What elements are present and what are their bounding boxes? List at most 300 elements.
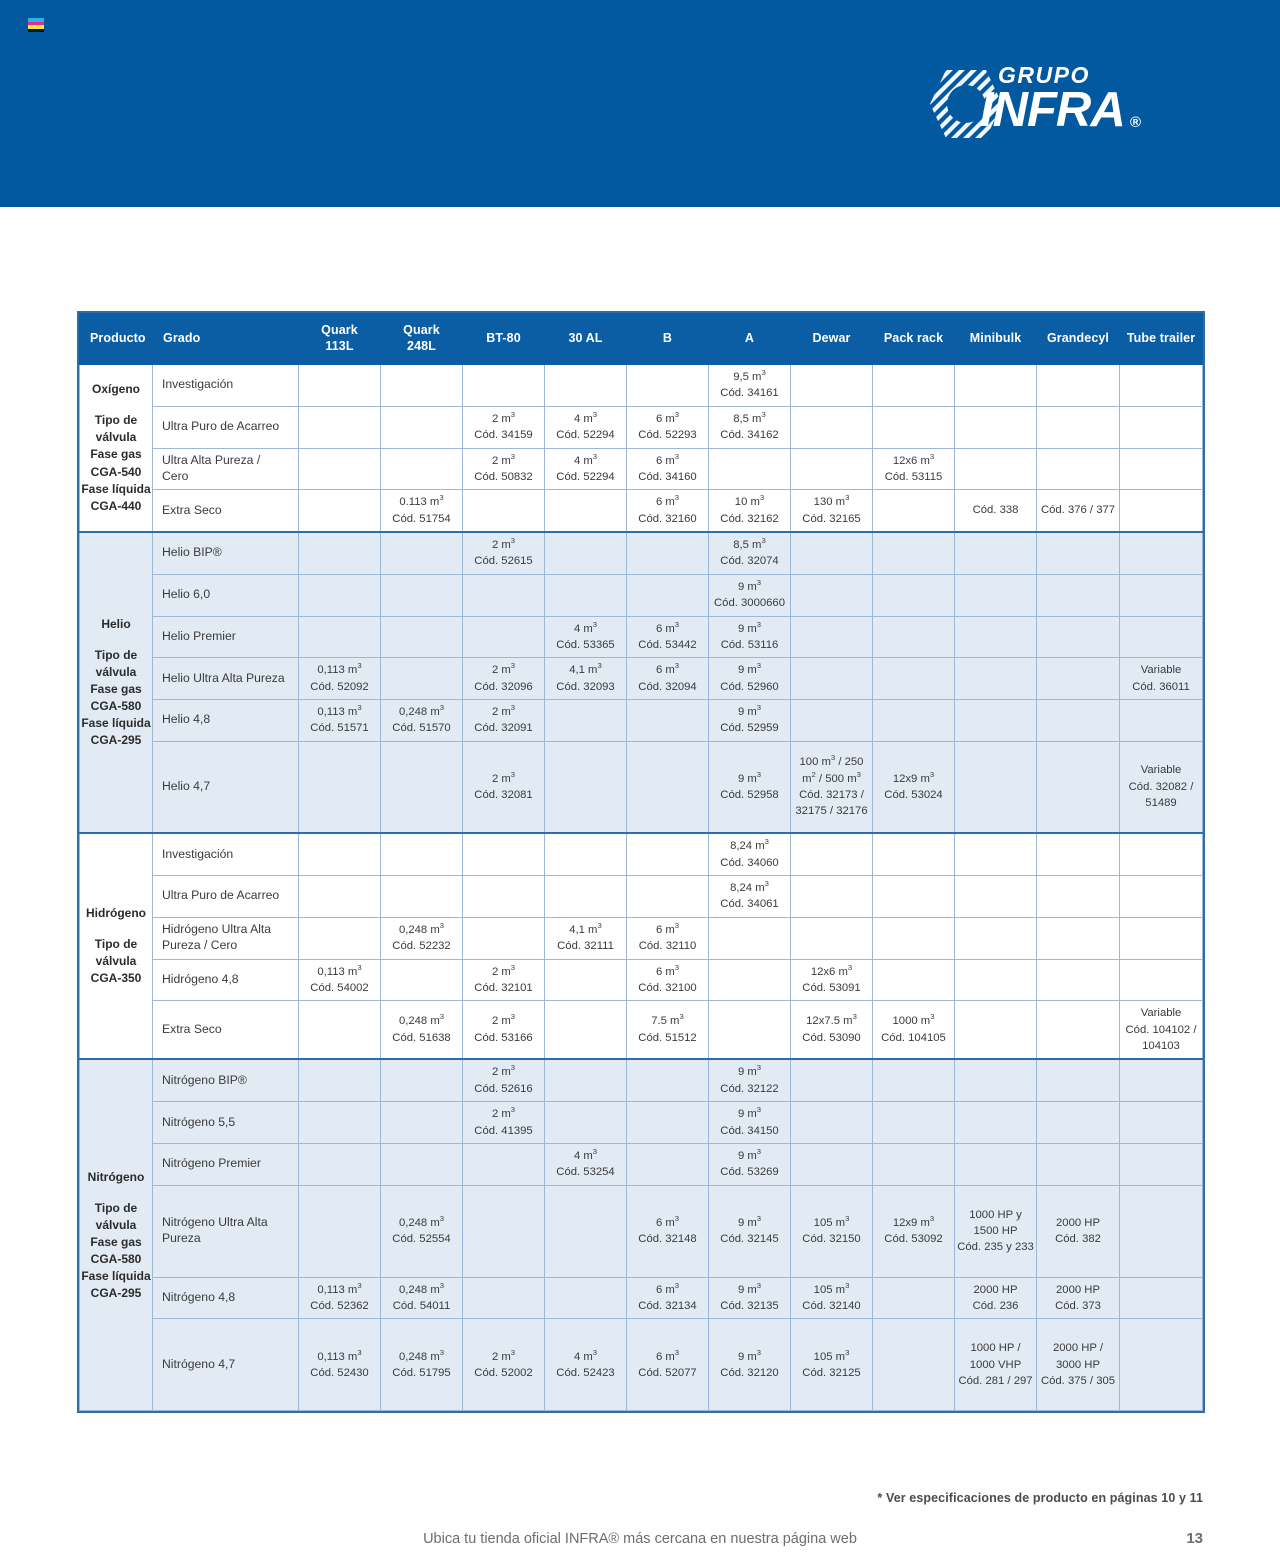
cell-code: Cód. 52423 — [556, 1366, 615, 1379]
cell-quantity: 1000 HP / 1000 VHP — [969, 1342, 1022, 1371]
data-cell — [1037, 406, 1120, 448]
cell-code: Cód. 32148 — [638, 1233, 697, 1246]
data-cell — [1037, 1277, 1120, 1319]
cell-quantity: 6 $m^3$ — [655, 1347, 680, 1363]
cell-code: Cód. 52615 — [474, 555, 533, 568]
cell-quantity: 4 $m^3$ — [573, 451, 598, 467]
data-cell — [627, 917, 709, 959]
cell-quantity: 12x6 $m^3$ — [810, 962, 853, 978]
data-cell — [955, 1277, 1037, 1319]
data-cell — [873, 1185, 955, 1277]
data-cell — [709, 700, 791, 742]
cell-code: Cód. 32101 — [474, 981, 533, 994]
product-group-name: Helio — [101, 617, 131, 632]
data-cell — [463, 448, 545, 490]
grade-label: Ultra Puro de Acarreo — [153, 876, 299, 918]
data-cell — [545, 448, 627, 490]
data-cell — [545, 917, 627, 959]
cell-code: Cód. 235 y 233 — [957, 1241, 1034, 1254]
cell-code: Cód. 32081 — [474, 789, 533, 801]
cell-code: Cód. 52958 — [720, 789, 779, 801]
data-cell — [873, 1001, 955, 1060]
cell-code: Cód. 50832 — [474, 470, 533, 483]
table-row — [80, 532, 1203, 574]
data-cell — [299, 1277, 381, 1319]
table-row — [80, 1277, 1203, 1319]
cell-quantity: 9 $m^3$ — [737, 1347, 762, 1363]
data-cell — [381, 959, 463, 1001]
data-cell — [1037, 876, 1120, 918]
grade-label: Helio 4,7 — [153, 741, 299, 833]
cell-quantity: 2 $m^3$ — [491, 536, 516, 551]
data-cell — [381, 1059, 463, 1101]
cell-quantity: 9 $m^3$ — [737, 1213, 762, 1229]
data-cell — [873, 658, 955, 700]
data-cell — [873, 1319, 955, 1411]
data-cell — [463, 833, 545, 875]
cell-code: Cód. 32162 — [720, 512, 779, 525]
data-cell — [1120, 1277, 1203, 1319]
table-row — [80, 490, 1203, 532]
footer-text: Ubica tu tienda oficial INFRA® más cercana en nuestra página web — [423, 1531, 857, 1547]
data-cell — [463, 1185, 545, 1277]
grade-label: Nitrógeno Premier — [153, 1143, 299, 1185]
cell-code: Cód. 32145 — [720, 1233, 779, 1246]
table-row — [80, 658, 1203, 700]
cell-code: Cód. 34159 — [474, 429, 533, 442]
data-cell — [627, 616, 709, 658]
cell-quantity: 0.113 $m^3$ — [399, 493, 444, 509]
data-cell — [709, 876, 791, 918]
cell-code: Cód. 51795 — [392, 1366, 451, 1379]
data-cell — [791, 1277, 873, 1319]
cell-quantity: 2000 HP — [973, 1283, 1018, 1296]
data-cell — [627, 1277, 709, 1319]
cell-quantity: 9 $m^3$ — [737, 769, 762, 785]
cell-quantity: 4 $m^3$ — [573, 619, 598, 635]
data-cell — [627, 574, 709, 616]
data-cell — [1037, 658, 1120, 700]
data-cell — [545, 833, 627, 875]
cell-code: Cód. 53166 — [474, 1031, 533, 1044]
cell-quantity: 0,248 $m^3$ — [398, 1012, 445, 1028]
cell-code: Cód. 51512 — [638, 1031, 697, 1044]
data-cell — [709, 1102, 791, 1144]
data-cell — [1120, 1059, 1203, 1101]
data-cell — [463, 365, 545, 407]
data-cell — [627, 1001, 709, 1060]
cell-quantity: 0,113 $m^3$ — [317, 962, 362, 978]
data-cell — [545, 658, 627, 700]
data-cell — [1037, 833, 1120, 875]
data-cell — [381, 1185, 463, 1277]
data-cell — [709, 406, 791, 448]
data-cell — [299, 917, 381, 959]
data-cell — [545, 1277, 627, 1319]
data-cell — [791, 833, 873, 875]
data-cell — [791, 658, 873, 700]
data-cell — [463, 917, 545, 959]
data-cell — [545, 876, 627, 918]
data-cell — [299, 1059, 381, 1101]
grade-label: Helio 6,0 — [153, 574, 299, 616]
cell-code: Cód. 34161 — [720, 387, 779, 400]
cell-code: Cód. 32134 — [638, 1300, 697, 1312]
data-cell — [791, 406, 873, 448]
data-cell — [1120, 448, 1203, 490]
data-cell — [709, 658, 791, 700]
cell-quantity: 2 $m^3$ — [491, 451, 516, 467]
cell-code: Cód. 52430 — [310, 1366, 369, 1379]
cell-code: Cód. 32140 — [802, 1300, 861, 1312]
data-cell — [709, 1277, 791, 1319]
data-cell — [463, 700, 545, 742]
data-cell — [1037, 1185, 1120, 1277]
cell-code: Cód. 52554 — [392, 1233, 451, 1246]
data-cell — [299, 876, 381, 918]
cell-quantity: 0,248 $m^3$ — [398, 920, 445, 936]
data-cell — [381, 1102, 463, 1144]
cell-code: Cód. 32125 — [802, 1366, 861, 1379]
cell-quantity: 6 $m^3$ — [655, 1213, 680, 1229]
data-cell — [381, 658, 463, 700]
data-cell — [709, 490, 791, 532]
cell-code: Cód. 34162 — [720, 429, 779, 442]
data-cell — [299, 1319, 381, 1411]
cell-code: Cód. 338 — [972, 504, 1019, 517]
data-cell — [545, 365, 627, 407]
data-cell — [299, 658, 381, 700]
data-cell — [463, 1001, 545, 1060]
data-cell — [873, 917, 955, 959]
cell-code: Cód. 32165 — [802, 512, 861, 525]
product-group-valve-info: Tipo de válvula CGA-350 — [90, 937, 142, 986]
table-row — [80, 833, 1203, 875]
cell-quantity: 12x7.5 $m^3$ — [806, 1012, 857, 1028]
data-cell — [955, 833, 1037, 875]
cell-quantity: 4 $m^3$ — [573, 409, 598, 425]
data-cell — [463, 532, 545, 574]
cell-code: Cód. 36011 — [1132, 680, 1190, 693]
data-cell — [381, 1277, 463, 1319]
data-cell — [545, 741, 627, 833]
data-cell — [463, 406, 545, 448]
grade-label: Nitrógeno Ultra Alta Pureza — [153, 1185, 299, 1277]
cell-quantity: 9 $m^3$ — [737, 1063, 762, 1079]
data-cell — [955, 741, 1037, 833]
grade-label: Helio Premier — [153, 616, 299, 658]
data-cell — [955, 1102, 1037, 1144]
cell-quantity: 8,5 $m^3$ — [733, 536, 766, 551]
cell-code: Cód. 236 — [972, 1300, 1019, 1312]
cell-code: Cód. 54011 — [392, 1300, 451, 1312]
cell-quantity: 100 $m^3 / 250$ $m^2 / 500$ $m^3$ — [799, 753, 864, 785]
cell-quantity: 6 $m^3$ — [655, 962, 680, 978]
cell-quantity: 2 $m^3$ — [491, 1063, 516, 1079]
data-cell — [1120, 658, 1203, 700]
data-cell — [955, 700, 1037, 742]
cell-code: Cód. 34160 — [638, 470, 697, 483]
cell-quantity: 105 $m^3$ — [813, 1213, 850, 1229]
data-cell — [299, 959, 381, 1001]
data-cell — [955, 1059, 1037, 1101]
cell-quantity: Variable — [1140, 764, 1182, 777]
data-cell — [299, 616, 381, 658]
cell-code: Cód. 32160 — [638, 512, 697, 525]
cell-quantity: 0,113 $m^3$ — [317, 703, 362, 718]
cell-code: Cód. 53116 — [720, 638, 779, 651]
products-table-container — [77, 311, 1205, 1413]
data-cell — [627, 1059, 709, 1101]
cell-code: Cód. 3000660 — [714, 597, 785, 610]
cell-code: Cód. 34150 — [720, 1124, 779, 1137]
cell-code: Cód. 52616 — [474, 1082, 533, 1095]
table-row — [80, 917, 1203, 959]
cell-code: Cód. 51754 — [392, 512, 451, 525]
product-group-valve-info: Tipo de válvula Fase gas CGA-580 Fase líquida CGA-295 — [81, 648, 151, 748]
data-cell — [873, 406, 955, 448]
column-header-tube-trailer: Tube trailer — [1120, 314, 1203, 365]
column-header-b: B — [627, 314, 709, 365]
data-cell — [1120, 1143, 1203, 1185]
data-cell — [463, 741, 545, 833]
cell-quantity: 6 $m^3$ — [655, 493, 680, 509]
table-row — [80, 616, 1203, 658]
cmyk-registration-mark — [28, 18, 44, 32]
data-cell — [709, 917, 791, 959]
grade-label: Helio Ultra Alta Pureza — [153, 658, 299, 700]
cell-code: Cód. 32111 — [557, 940, 614, 953]
cell-code: Cód. 53091 — [802, 981, 861, 994]
cell-quantity: 9,5 $m^3$ — [733, 368, 766, 383]
data-cell — [955, 876, 1037, 918]
cell-quantity: 9 $m^3$ — [737, 1147, 762, 1162]
cell-quantity: 9 $m^3$ — [737, 577, 762, 593]
data-cell — [791, 700, 873, 742]
cell-quantity: 0,248 $m^3$ — [398, 1347, 445, 1363]
data-cell — [1037, 741, 1120, 833]
cell-code: Cód. 51638 — [392, 1031, 451, 1044]
data-cell — [1120, 1319, 1203, 1411]
data-cell — [709, 1143, 791, 1185]
data-cell — [791, 490, 873, 532]
grade-label: Nitrógeno 4,8 — [153, 1277, 299, 1319]
cell-quantity: 12x6 $m^3$ — [892, 451, 935, 467]
data-cell — [791, 959, 873, 1001]
cell-code: Cód. 41395 — [474, 1124, 533, 1137]
product-group-name: Nitrógeno — [87, 1169, 145, 1184]
column-header-30-al: 30 AL — [545, 314, 627, 365]
data-cell — [1037, 490, 1120, 532]
data-cell — [873, 616, 955, 658]
data-cell — [381, 700, 463, 742]
data-cell — [381, 876, 463, 918]
table-row — [80, 574, 1203, 616]
data-cell — [299, 448, 381, 490]
logo-infra-text: INFRA — [980, 83, 1125, 137]
cell-quantity: 2000 HP — [1056, 1283, 1100, 1296]
data-cell — [463, 616, 545, 658]
cell-quantity: 2000 HP — [1056, 1216, 1100, 1229]
grade-label: Ultra Alta Pureza / Cero — [153, 448, 299, 490]
column-header-a: A — [709, 314, 791, 365]
cell-quantity: 2 $m^3$ — [491, 703, 516, 718]
data-cell — [627, 490, 709, 532]
data-cell — [791, 448, 873, 490]
grade-label: Helio BIP® — [153, 532, 299, 574]
data-cell — [955, 917, 1037, 959]
cell-code: Cód. 32150 — [802, 1233, 861, 1246]
data-cell — [627, 1185, 709, 1277]
data-cell — [299, 1001, 381, 1060]
data-cell — [463, 1102, 545, 1144]
data-cell — [873, 741, 955, 833]
data-cell — [299, 574, 381, 616]
data-cell — [381, 1001, 463, 1060]
cell-code: Cód. 53115 — [884, 470, 943, 483]
data-cell — [299, 532, 381, 574]
data-cell — [955, 959, 1037, 1001]
cell-code: Cód. 52959 — [720, 722, 779, 735]
data-cell — [873, 365, 955, 407]
product-group-oxígeno — [80, 365, 153, 533]
cell-quantity: 8,24 $m^3$ — [730, 837, 769, 853]
cell-code: Cód. 32100 — [638, 981, 697, 994]
cell-code: Cód. 53254 — [556, 1166, 615, 1179]
column-header-grandecyl: Grandecyl — [1037, 314, 1120, 365]
data-cell — [709, 1319, 791, 1411]
data-cell — [627, 532, 709, 574]
data-cell — [791, 574, 873, 616]
data-cell — [709, 448, 791, 490]
data-cell — [955, 532, 1037, 574]
cell-code: Cód. 51571 — [310, 722, 369, 735]
cell-quantity: 0,248 $m^3$ — [398, 703, 445, 718]
data-cell — [791, 1001, 873, 1060]
cell-quantity: 2 $m^3$ — [491, 962, 516, 978]
table-row — [80, 1185, 1203, 1277]
data-cell — [463, 1319, 545, 1411]
cell-code: Cód. 104102 / 104103 — [1125, 1023, 1197, 1052]
cell-quantity: 6 $m^3$ — [655, 451, 680, 467]
table-header-row — [80, 314, 1203, 365]
data-cell — [1120, 616, 1203, 658]
page-number: 13 — [1186, 1530, 1203, 1547]
grade-label: Nitrógeno 5,5 — [153, 1102, 299, 1144]
cell-code: Cód. 34060 — [720, 856, 779, 869]
data-cell — [381, 448, 463, 490]
product-group-hidrógeno — [80, 833, 153, 1059]
cell-code: Cód. 53269 — [720, 1166, 779, 1179]
data-cell — [1120, 700, 1203, 742]
data-cell — [709, 741, 791, 833]
grade-label: Extra Seco — [153, 1001, 299, 1060]
table-row — [80, 448, 1203, 490]
cell-quantity: 9 $m^3$ — [737, 703, 762, 718]
data-cell — [791, 532, 873, 574]
grade-label: Hidrógeno 4,8 — [153, 959, 299, 1001]
data-cell — [1120, 490, 1203, 532]
data-cell — [1037, 1001, 1120, 1060]
data-cell — [627, 741, 709, 833]
cell-quantity: 2 $m^3$ — [491, 1105, 516, 1121]
data-cell — [791, 917, 873, 959]
data-cell — [1037, 1059, 1120, 1101]
data-cell — [381, 1319, 463, 1411]
table-body — [80, 365, 1203, 1411]
cell-quantity: 2 $m^3$ — [491, 409, 516, 425]
cell-quantity: 9 $m^3$ — [737, 1280, 762, 1296]
table-row — [80, 1143, 1203, 1185]
cell-quantity: 130 $m^3$ — [813, 493, 850, 509]
data-cell — [709, 833, 791, 875]
product-group-name: Hidrógeno — [86, 906, 146, 921]
data-cell — [381, 917, 463, 959]
data-cell — [627, 658, 709, 700]
cell-quantity: 6 $m^3$ — [655, 661, 680, 677]
data-cell — [463, 1059, 545, 1101]
cell-code: Cód. 32120 — [720, 1366, 779, 1379]
cell-quantity: 2000 HP / 3000 HP — [1052, 1342, 1104, 1371]
data-cell — [627, 1143, 709, 1185]
cell-code: Cód. 52092 — [310, 680, 369, 693]
cell-code: Cód. 32122 — [720, 1082, 779, 1095]
data-cell — [545, 1102, 627, 1144]
data-cell — [709, 1185, 791, 1277]
data-cell — [627, 833, 709, 875]
cell-code: Cód. 104105 — [881, 1031, 946, 1044]
table-row — [80, 1319, 1203, 1411]
data-cell — [381, 574, 463, 616]
data-cell — [1120, 917, 1203, 959]
data-cell — [381, 833, 463, 875]
cell-code: Cód. 53442 — [638, 638, 697, 651]
column-header-pack-rack: Pack rack — [873, 314, 955, 365]
cell-quantity: 1000 HP y 1500 HP — [969, 1208, 1022, 1237]
data-cell — [709, 1001, 791, 1060]
cell-quantity: 12x9 $m^3$ — [892, 769, 935, 785]
data-cell — [955, 658, 1037, 700]
data-cell — [299, 741, 381, 833]
cell-quantity: 6 $m^3$ — [655, 619, 680, 635]
data-cell — [1037, 448, 1120, 490]
data-cell — [1120, 574, 1203, 616]
table-row — [80, 700, 1203, 742]
data-cell — [1037, 917, 1120, 959]
cell-quantity: 0,113 $m^3$ — [317, 1347, 362, 1363]
cell-code: Cód. 32093 — [556, 680, 615, 693]
cell-quantity: 4 $m^3$ — [573, 1147, 598, 1162]
data-cell — [709, 1059, 791, 1101]
cell-quantity: 4,1 $m^3$ — [569, 661, 602, 677]
column-header-quark: Quark 113L — [299, 314, 381, 365]
cell-quantity: 8,5 $m^3$ — [733, 409, 766, 425]
data-cell — [1037, 959, 1120, 1001]
grupo-infra-logo — [924, 58, 1154, 146]
cell-quantity: 4 $m^3$ — [573, 1347, 598, 1363]
data-cell — [1037, 1102, 1120, 1144]
data-cell — [627, 1319, 709, 1411]
data-cell — [463, 876, 545, 918]
data-cell — [299, 1102, 381, 1144]
data-cell — [1120, 532, 1203, 574]
data-cell — [545, 490, 627, 532]
data-cell — [1037, 532, 1120, 574]
grade-label: Investigación — [153, 365, 299, 407]
data-cell — [381, 616, 463, 658]
cell-quantity: 9 $m^3$ — [737, 661, 762, 677]
data-cell — [299, 490, 381, 532]
